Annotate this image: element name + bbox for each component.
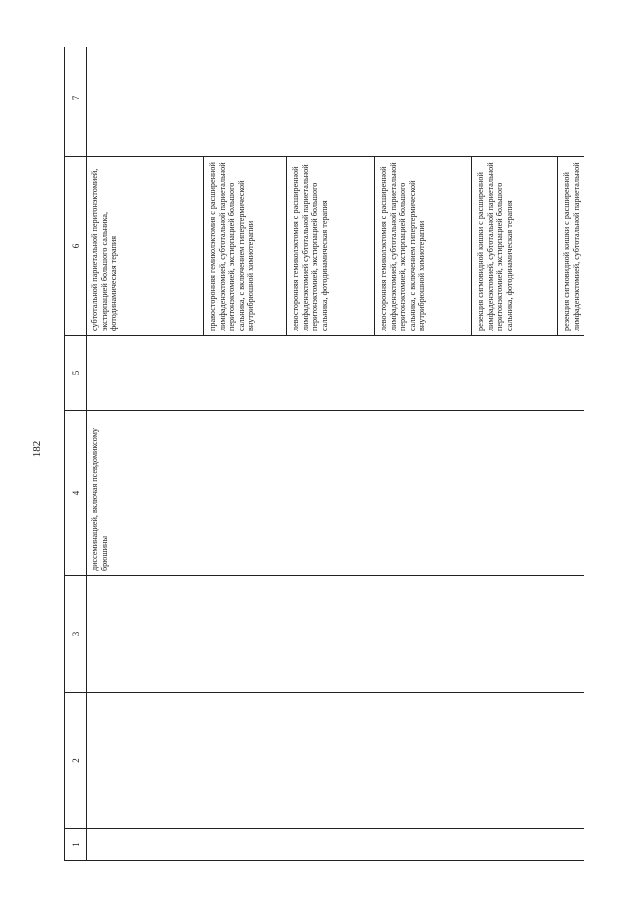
rotated-table-container	[64, 47, 584, 861]
page-number: 182	[31, 440, 43, 458]
cell-col-7	[87, 47, 585, 157]
treatment-list	[87, 157, 584, 335]
cell-col-1	[87, 829, 585, 861]
table-row	[87, 47, 585, 861]
entry-divider	[471, 157, 472, 335]
cell-col-3	[87, 576, 585, 693]
entry-divider	[203, 157, 204, 335]
diagnosis-text: диссеминацией, включая псевдомиксому брюшины	[90, 428, 109, 571]
treatment-entry: субтотальной париетальной перитонэктомией, экстирпацией большого сальника, фотодинамическая терапия	[90, 168, 119, 331]
header-col-5: 5	[65, 336, 87, 411]
header-col-6: 6	[65, 157, 87, 336]
header-col-7: 7	[65, 47, 87, 157]
treatment-entry: правосторонняя гемиколэктомия с расширенной лимфаденэктомией, субтотальной париетальной перитонэктомией, экстирпацией большого сальника, с включением гипертермической внутрибрюшной химиотерапии	[208, 162, 256, 331]
entry-divider	[286, 157, 287, 335]
cell-col-6	[87, 157, 585, 336]
header-col-3: 3	[65, 576, 87, 693]
document-page	[64, 47, 584, 861]
cell-col-2	[87, 693, 585, 829]
cell-col-5	[87, 336, 585, 411]
entry-divider	[374, 157, 375, 335]
treatment-entry: левосторонняя гемиколэктомия с расширенной лимфаденэктомией субтотальной париетальной перитонэктомией, экстирпацией большого сальника, фотодинамическая терапия	[291, 164, 329, 331]
cell-col-4	[87, 411, 585, 576]
cell-col-7-text	[87, 47, 92, 156]
cell-col-1-text	[87, 829, 92, 860]
header-col-4: 4	[65, 411, 87, 576]
treatment-entry: резекция сигмовидной кишки с расширенной лимфаденэктомией, субтотальной париетальной	[562, 162, 581, 331]
procedures-table	[64, 47, 584, 861]
header-row	[65, 47, 87, 861]
cell-col-5-text	[87, 336, 92, 410]
cell-col-3-text	[87, 576, 92, 692]
entry-divider	[557, 157, 558, 335]
header-col-1: 1	[65, 829, 87, 861]
treatment-entry: резекция сигмовидной кишки с расширенной лимфаденэктомией, субтотальной париетальной перитонэктомией, экстирпацией большого сальника, фотодинамическая терапия	[476, 162, 514, 331]
header-col-2: 2	[65, 693, 87, 829]
treatment-entry: левосторонняя гемиколэктомия с расширенной лимфаденэктомией, субтотальной париетальной перитонэктомией, экстирпацией большого сальника, с включением гипертермической внутрибрюшной химиотерапии	[379, 162, 427, 331]
cell-col-2-text	[87, 693, 92, 828]
